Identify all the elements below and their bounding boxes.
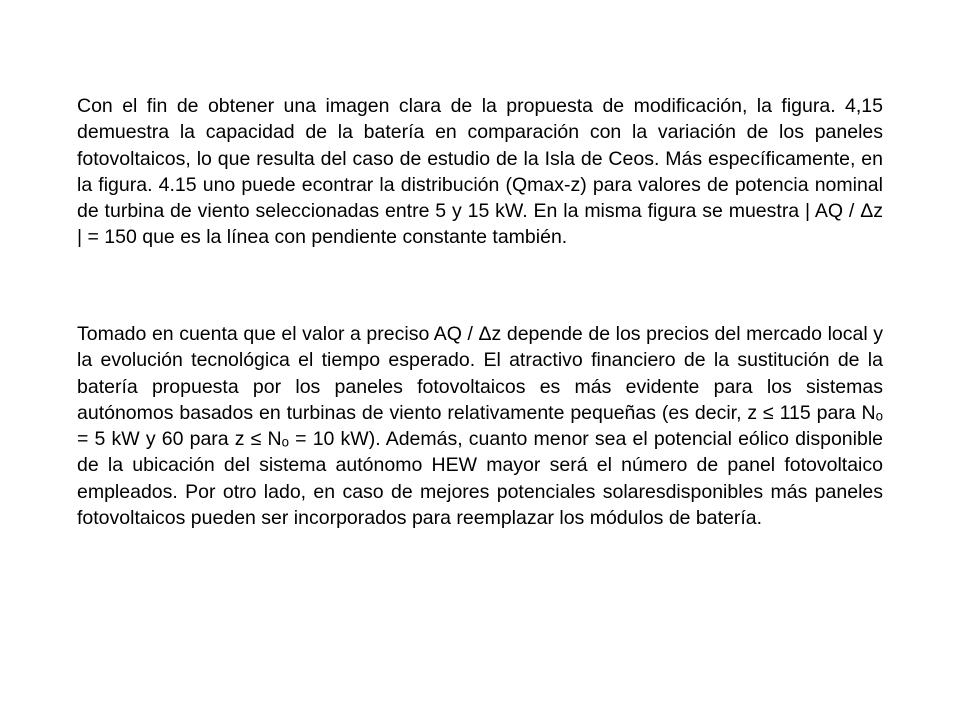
paragraph-1: Con el fin de obtener una imagen clara de la propuesta de modificación, la figura. 4,15 demuestra la capacidad de la batería en comparación con la variación de los paneles fotovoltaicos, lo que resulta del caso de estudio de la Isla de Ceos. Más específicamente, en la figura. 4.15 uno puede econtrar la distribución (Qmax-z) para valores de potencia nominal de turbina de viento seleccionadas entre 5 y 15 kW. En la misma figura se muestra | AQ / Δz | = 150 que es la línea con pendiente constante también. xyxy=(77,95,883,249)
paragraph-2: Tomado en cuenta que el valor a preciso AQ / Δz depende de los precios del mercado local y la evolución tecnológica el tiempo esperado. El atractivo financiero de la sustitución de la batería propuesta por los paneles fotovoltaicos es más evidente para los sistemas autónomos basados en turbinas de viento relativamente pequeñas (es decir, z ≤ 115 para Nₒ = 5 kW y 60 para z ≤ Nₒ = 10 kW). Además, cuanto menor sea el potencial eólico disponible de la ubicación del sistema autónomo HEW mayor será el número de panel fotovoltaico empleados. Por otro lado, en caso de mejores potenciales solaresdisponibles más paneles fotovoltaicos pueden ser incorporados para reemplazar los módulos de batería. xyxy=(77,323,883,530)
